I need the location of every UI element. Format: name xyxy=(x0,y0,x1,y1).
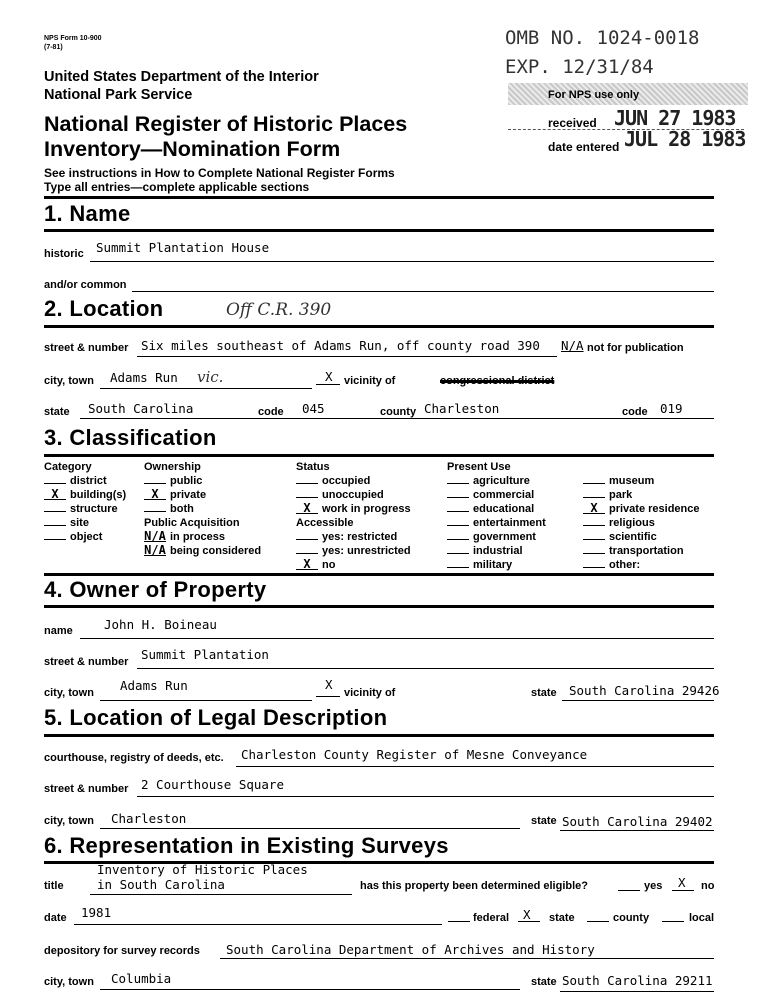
courthouse-label: courthouse, registry of deeds, etc. xyxy=(44,752,224,764)
use-entertainment[interactable] xyxy=(447,516,546,530)
owner-city-label: city, town xyxy=(44,687,94,699)
present-use-group-2 xyxy=(583,474,700,572)
option-label: work in progress xyxy=(322,503,411,515)
option-label: religious xyxy=(609,517,655,529)
checkbox-line[interactable]: X xyxy=(583,504,605,514)
option-label: being considered xyxy=(170,545,262,557)
owner-state-label: state xyxy=(531,687,557,699)
section-rule xyxy=(44,325,714,328)
use-religious[interactable] xyxy=(583,516,700,530)
use-industrial[interactable] xyxy=(447,544,546,558)
checkbox-line[interactable]: N/A xyxy=(144,543,166,557)
legal-city-label: city, town xyxy=(44,815,94,827)
option-label: building(s) xyxy=(70,489,127,501)
status-heading: Status xyxy=(296,461,330,473)
handwritten-note: Off C.R. 390 xyxy=(226,300,332,320)
accessible-heading: Accessible xyxy=(296,517,354,529)
option-label: yes: unrestricted xyxy=(322,545,411,557)
field-line xyxy=(90,894,352,895)
option-label: park xyxy=(609,489,633,501)
field-line xyxy=(316,384,340,385)
category-buildings[interactable] xyxy=(44,488,126,502)
option-label: yes: restricted xyxy=(322,531,398,543)
option-label: in process xyxy=(170,531,226,543)
omb-number: OMB NO. 1024-0018 xyxy=(505,27,700,49)
section-rule xyxy=(44,196,714,199)
checkbox-line[interactable]: X xyxy=(44,490,66,500)
checkbox-line[interactable] xyxy=(144,474,166,484)
use-private-residence[interactable] xyxy=(583,502,700,516)
checkbox-line[interactable] xyxy=(296,544,318,554)
ownership-heading: Ownership xyxy=(144,461,201,473)
option-label: object xyxy=(70,531,103,543)
field-line xyxy=(90,261,714,262)
eligible-no-mark[interactable]: X xyxy=(678,875,686,890)
field-line xyxy=(137,668,714,669)
acquisition-in-process[interactable] xyxy=(144,530,261,544)
code-label: code xyxy=(258,406,284,418)
field-line xyxy=(100,989,520,990)
checkbox-line[interactable] xyxy=(662,921,684,922)
section-2-title: 2. Location xyxy=(44,296,164,321)
depository-value: South Carolina Department of Archives and History xyxy=(226,942,595,957)
field-line xyxy=(137,356,557,357)
checkbox-line[interactable]: X xyxy=(296,504,318,514)
city-value: Adams Run xyxy=(110,370,178,385)
form-subtitle: Inventory—Nomination Form xyxy=(44,137,341,161)
county-value: Charleston xyxy=(424,401,500,416)
checkbox-line[interactable] xyxy=(583,474,605,484)
category-group xyxy=(44,460,126,544)
county-code-value: 019 xyxy=(660,401,683,416)
use-scientific[interactable] xyxy=(583,530,700,544)
option-label: unoccupied xyxy=(322,489,384,501)
agency: National Park Service xyxy=(44,87,193,103)
field-line xyxy=(100,700,312,701)
checkbox-line[interactable] xyxy=(618,890,640,891)
use-transportation[interactable] xyxy=(583,544,700,558)
field-line xyxy=(560,991,714,992)
courthouse-value: Charleston County Register of Mesne Conveyance xyxy=(241,747,588,762)
option-label: district xyxy=(70,475,107,487)
status-group xyxy=(296,460,411,572)
survey-city: Columbia xyxy=(111,971,172,986)
owner-street-label: street & number xyxy=(44,656,129,668)
checkbox-line[interactable] xyxy=(583,516,605,526)
option-label: military xyxy=(473,559,513,571)
form-number: NPS Form 10-900 xyxy=(44,35,102,42)
field-line xyxy=(220,958,714,959)
option-label: industrial xyxy=(473,545,523,557)
street-label: street & number xyxy=(44,342,129,354)
owner-state: South Carolina 29426 xyxy=(569,683,720,698)
eligible-no-label: no xyxy=(701,880,715,892)
present-use-heading: Present Use xyxy=(447,461,511,473)
present-use-group-1 xyxy=(447,460,546,572)
option-label: other: xyxy=(609,559,641,571)
category-site[interactable] xyxy=(44,516,126,530)
status-unoccupied[interactable] xyxy=(296,488,411,502)
code-value: 045 xyxy=(302,401,325,416)
field-line xyxy=(74,924,442,925)
field-line xyxy=(562,700,714,701)
checkbox-line[interactable] xyxy=(447,502,469,512)
nps-use-label: For NPS use only xyxy=(548,89,640,101)
checkbox-line[interactable]: N/A xyxy=(144,529,166,543)
survey-date: 1981 xyxy=(81,905,112,920)
survey-title-line-1: Inventory of Historic Places xyxy=(97,862,308,877)
date-entered-stamp: JUL 28 1983 xyxy=(624,127,746,151)
ownership-private[interactable] xyxy=(144,488,261,502)
survey-city-label: city, town xyxy=(44,976,94,988)
form-title: National Register of Historic Places xyxy=(44,112,408,136)
legal-street-label: street & number xyxy=(44,783,129,795)
option-label: scientific xyxy=(609,531,657,543)
use-government[interactable] xyxy=(447,530,546,544)
street-value: Six miles southeast of Adams Run, off county road 390 xyxy=(141,338,540,353)
checkbox-line[interactable] xyxy=(296,474,318,484)
vicinity-label: vicinity of xyxy=(344,375,396,387)
checkbox-line[interactable] xyxy=(583,544,605,554)
use-agriculture[interactable] xyxy=(447,474,546,488)
checkbox-line[interactable] xyxy=(447,488,469,498)
checkbox-line[interactable] xyxy=(447,530,469,540)
state-label: state xyxy=(44,406,70,418)
checkbox-line[interactable] xyxy=(296,530,318,540)
field-line xyxy=(132,291,714,292)
checkbox-line[interactable] xyxy=(44,474,66,484)
checkbox-line[interactable] xyxy=(447,544,469,554)
local-survey-label: local xyxy=(689,912,715,924)
survey-state: South Carolina 29211 xyxy=(562,973,713,988)
public-acquisition-heading: Public Acquisition xyxy=(144,517,240,529)
depository-label: depository for survey records xyxy=(44,945,200,957)
form-revision: (7-81) xyxy=(44,44,63,51)
option-label: commercial xyxy=(473,489,535,501)
ownership-group xyxy=(144,460,261,558)
checkbox-line[interactable] xyxy=(583,530,605,540)
state-value: South Carolina xyxy=(88,401,194,416)
use-other[interactable] xyxy=(583,558,700,572)
status-work-in-progress[interactable] xyxy=(296,502,411,516)
option-label: agriculture xyxy=(473,475,530,487)
state-survey-label: state xyxy=(549,912,575,924)
option-label: both xyxy=(170,503,194,515)
historic-label: historic xyxy=(44,248,84,260)
use-museum[interactable] xyxy=(583,474,700,488)
option-label: site xyxy=(70,517,89,529)
field-line xyxy=(100,828,520,829)
type-instructions: Type all entries—complete applicable sections xyxy=(44,180,310,194)
city-label: city, town xyxy=(44,375,94,387)
not-for-publication-label: not for publication xyxy=(587,342,684,354)
field-line xyxy=(560,830,714,831)
common-name-label: and/or common xyxy=(44,279,127,291)
field-line xyxy=(100,388,312,389)
section-6-title: 6. Representation in Existing Surveys xyxy=(44,833,449,858)
option-label: no xyxy=(322,559,336,571)
option-label: educational xyxy=(473,503,535,515)
section-rule xyxy=(44,605,714,608)
checkbox-line[interactable] xyxy=(44,530,66,540)
field-line xyxy=(137,796,714,797)
status-occupied[interactable] xyxy=(296,474,411,488)
survey-state-label: state xyxy=(531,976,557,988)
category-heading: Category xyxy=(44,461,92,473)
county-survey-label: county xyxy=(613,912,650,924)
use-military[interactable] xyxy=(447,558,546,572)
option-label: occupied xyxy=(322,475,371,487)
field-line xyxy=(236,766,714,767)
section-rule xyxy=(44,573,714,576)
received-label: received xyxy=(548,116,597,130)
legal-state: South Carolina 29402 xyxy=(562,814,713,829)
accessible-no[interactable] xyxy=(296,558,411,572)
checkbox-line[interactable] xyxy=(447,516,469,526)
checkbox-line[interactable] xyxy=(44,516,66,526)
legal-city: Charleston xyxy=(111,811,187,826)
checkbox-line[interactable]: X xyxy=(144,490,166,500)
checkbox-line[interactable] xyxy=(44,502,66,512)
option-label: public xyxy=(170,475,203,487)
section-rule xyxy=(44,229,714,232)
option-label: entertainment xyxy=(473,517,546,529)
state-survey-mark[interactable]: X xyxy=(523,907,531,922)
section-1-title: 1. Name xyxy=(44,201,131,226)
owner-city: Adams Run xyxy=(120,678,188,693)
expiration-date: EXP. 12/31/84 xyxy=(505,56,654,78)
checkbox-line[interactable] xyxy=(672,890,694,891)
section-3-title: 3. Classification xyxy=(44,425,217,450)
category-structure[interactable] xyxy=(44,502,126,516)
section-rule xyxy=(44,734,714,737)
city-handwritten: vic. xyxy=(197,368,224,386)
department: United States Department of the Interior xyxy=(44,69,319,85)
section-rule xyxy=(44,454,714,457)
county-code-label: code xyxy=(622,406,648,418)
checkbox-line[interactable]: X xyxy=(296,560,318,570)
owner-name: John H. Boineau xyxy=(104,617,217,632)
checkbox-line[interactable] xyxy=(447,474,469,484)
eligible-yes-label: yes xyxy=(644,880,663,892)
checkbox-line[interactable] xyxy=(518,921,540,922)
ownership-both[interactable] xyxy=(144,502,261,516)
not-for-publication-mark: N/A xyxy=(561,338,584,353)
accessible-restricted[interactable] xyxy=(296,530,411,544)
congressional-district-label: congressional district xyxy=(440,375,555,387)
use-commercial[interactable] xyxy=(447,488,546,502)
owner-vicinity-mark: X xyxy=(325,677,333,692)
received-stamp: JUN 27 1983 xyxy=(614,106,736,130)
option-label: museum xyxy=(609,475,655,487)
owner-name-label: name xyxy=(44,625,73,637)
vicinity-mark: X xyxy=(325,369,333,384)
category-object[interactable] xyxy=(44,530,126,544)
instructions: See instructions in How to Complete National Register Forms xyxy=(44,166,395,180)
use-park[interactable] xyxy=(583,488,700,502)
checkbox-line[interactable] xyxy=(587,921,609,922)
checkbox-line[interactable] xyxy=(583,558,605,568)
survey-date-label: date xyxy=(44,912,67,924)
historic-name: Summit Plantation House xyxy=(96,240,270,255)
ownership-public[interactable] xyxy=(144,474,261,488)
acquisition-being-considered[interactable] xyxy=(144,544,261,558)
option-label: government xyxy=(473,531,536,543)
option-label: structure xyxy=(70,503,118,515)
section-5-title: 5. Location of Legal Description xyxy=(44,705,388,730)
option-label: private xyxy=(170,489,207,501)
section-4-title: 4. Owner of Property xyxy=(44,577,267,602)
checkbox-line[interactable] xyxy=(447,558,469,568)
category-district[interactable] xyxy=(44,474,126,488)
survey-title-line-2: in South Carolina xyxy=(97,877,225,892)
option-label: private residence xyxy=(609,503,700,515)
accessible-unrestricted[interactable] xyxy=(296,544,411,558)
legal-street: 2 Courthouse Square xyxy=(141,777,284,792)
field-line xyxy=(80,638,714,639)
checkbox-line[interactable] xyxy=(448,921,470,922)
survey-title-label: title xyxy=(44,880,64,892)
field-line xyxy=(80,418,714,419)
checkbox-line[interactable] xyxy=(583,488,605,498)
date-entered-label: date entered xyxy=(548,140,620,154)
owner-street: Summit Plantation xyxy=(141,647,269,662)
owner-vicinity-label: vicinity of xyxy=(344,687,396,699)
checkbox-line[interactable] xyxy=(296,488,318,498)
eligible-question: has this property been determined eligible? xyxy=(360,880,588,892)
checkbox-line[interactable] xyxy=(144,502,166,512)
option-label: transportation xyxy=(609,545,684,557)
legal-state-label: state xyxy=(531,815,557,827)
field-line xyxy=(316,696,340,697)
county-label: county xyxy=(380,406,417,418)
use-educational[interactable] xyxy=(447,502,546,516)
federal-label: federal xyxy=(473,912,510,924)
